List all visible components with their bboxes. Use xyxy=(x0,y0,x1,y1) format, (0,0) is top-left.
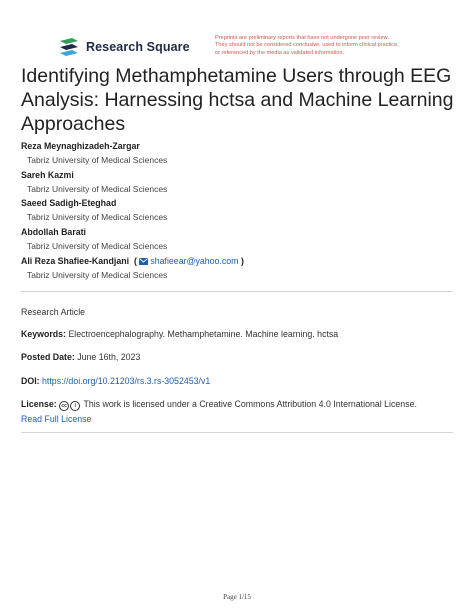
title-line: Identifying Methamphetamine Users through EEG xyxy=(21,65,452,87)
disclaimer-line: They should not be considered conclusive, used to inform clinical practice, xyxy=(215,42,399,49)
keywords-label: Keywords: xyxy=(21,329,66,339)
author-affiliation: Tabriz University of Medical Sciences xyxy=(27,270,168,280)
article-type: Research Article xyxy=(21,307,86,317)
author-affiliation: Tabriz University of Medical Sciences xyxy=(27,212,168,222)
divider xyxy=(21,291,453,292)
author-affiliation: Tabriz University of Medical Sciences xyxy=(27,155,168,165)
creative-commons-icon: cc xyxy=(59,401,69,411)
posted-date-value: June 16th, 2023 xyxy=(77,352,141,362)
research-square-logo-icon xyxy=(58,37,80,57)
logo-text: Research Square xyxy=(86,40,190,54)
read-full-license-link[interactable]: Read Full License xyxy=(21,414,92,424)
posted-date-label: Posted Date: xyxy=(21,352,75,362)
posted-date-row xyxy=(21,352,140,362)
author-name: Abdollah Barati xyxy=(21,227,87,237)
doi-link[interactable]: https://doi.org/10.21203/rs.3.rs-3052453/v1 xyxy=(42,376,211,386)
title-line: Approaches xyxy=(21,113,126,135)
divider xyxy=(21,432,453,433)
preprint-disclaimer xyxy=(215,35,430,57)
author-name: Reza Meynaghizadeh-Zargar xyxy=(21,141,140,151)
paren: ) xyxy=(240,256,244,266)
author-name: Ali Reza Shafiee-Kandjani xyxy=(21,256,130,266)
license-text: This work is licensed under a Creative Commons Attribution 4.0 International License. xyxy=(83,399,417,409)
license-label: License: xyxy=(21,399,57,409)
mail-icon xyxy=(139,258,148,265)
keywords-value: Electroencephalography. Methamphetamine. Machine learning. hctsa xyxy=(68,329,339,339)
disclaimer-line: or referenced by the media as validated information. xyxy=(215,49,345,56)
author-affiliation: Tabriz University of Medical Sciences xyxy=(27,241,168,251)
doi-label: DOI: xyxy=(21,376,40,386)
author-name: Sareh Kazmi xyxy=(21,170,74,180)
license-row xyxy=(21,399,417,411)
paren: ( xyxy=(131,256,137,266)
paper-title xyxy=(21,64,461,136)
page-number: Page 1/15 xyxy=(223,593,251,601)
keywords-row xyxy=(21,329,338,339)
corresponding-author xyxy=(21,256,244,266)
research-square-logo[interactable] xyxy=(58,37,190,57)
author-name: Saeed Sadigh-Eteghad xyxy=(21,198,117,208)
title-line: Analysis: Harnessing hctsa and Machine Learning xyxy=(21,89,454,111)
author-email-link[interactable]: shafieear@yahoo.com xyxy=(150,256,239,266)
attribution-icon: i xyxy=(70,401,80,411)
author-affiliation: Tabriz University of Medical Sciences xyxy=(27,184,168,194)
doi-row xyxy=(21,376,210,386)
disclaimer-line: Preprints are preliminary reports that have not undergone peer review. xyxy=(215,35,389,41)
